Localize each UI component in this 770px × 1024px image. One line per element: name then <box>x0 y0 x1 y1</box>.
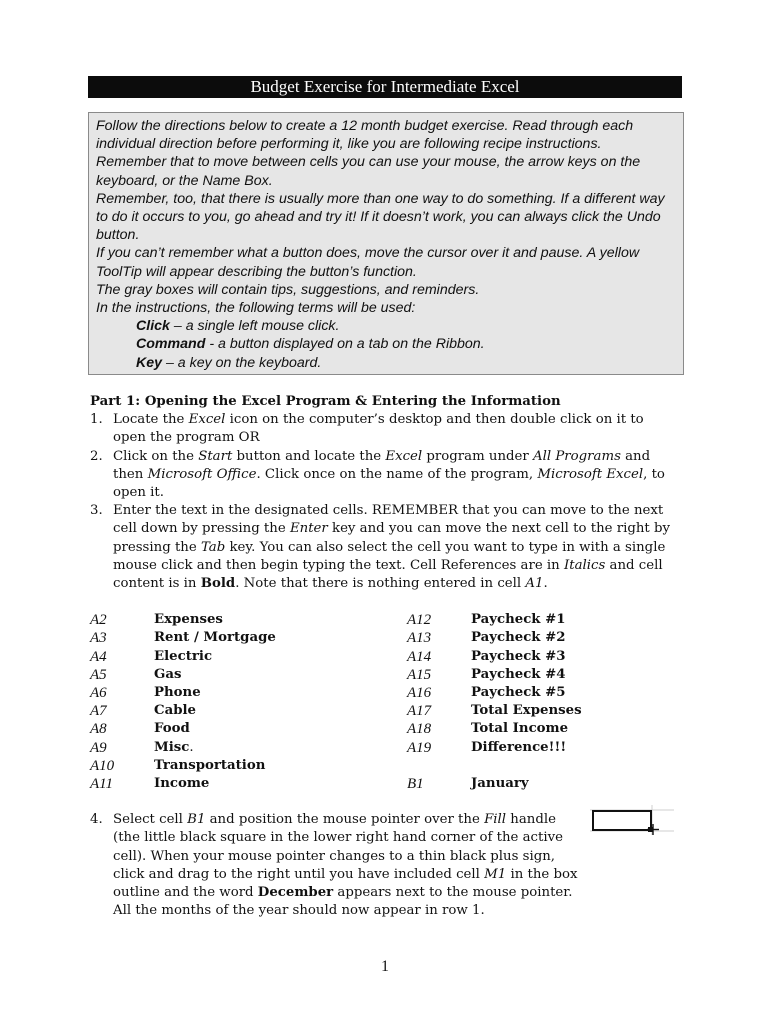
step-text: . Click once on the name of the program, <box>256 466 538 482</box>
cell-content: Food <box>154 721 190 737</box>
step-italic: A1 <box>525 576 544 592</box>
document-title: Budget Exercise for Intermediate Excel <box>88 76 682 98</box>
step-text: . <box>543 576 548 592</box>
term-name: Command <box>136 336 206 353</box>
cell-content: Total Income <box>471 721 569 737</box>
step-number: 3. <box>90 503 103 519</box>
step-bold: Bold <box>200 576 236 592</box>
step-italic: Italics <box>563 557 606 573</box>
step-text: and then <box>113 448 651 482</box>
cell-reference: A11 <box>90 776 114 793</box>
cell-content: Difference!!! <box>471 739 567 755</box>
step-text: in the box outline and the word <box>113 866 578 901</box>
cell-content <box>154 739 194 757</box>
cell-content: Total Expenses <box>471 703 582 719</box>
term-definition <box>96 335 678 353</box>
cell-reference: A4 <box>90 648 107 665</box>
cell-entry-row <box>90 739 680 757</box>
cell-entry-row <box>90 684 680 702</box>
step-text: Locate the <box>113 412 189 428</box>
cell-content: Electric <box>154 648 213 664</box>
step-italic: Microsoft Office <box>147 466 257 482</box>
fill-handle-cell-icon <box>590 805 674 835</box>
step-item <box>90 811 680 920</box>
cell-content-text: Misc <box>154 739 190 755</box>
term-text: – a key on the keyboard. <box>162 354 322 371</box>
cell-content: Cable <box>154 703 197 719</box>
step-italic: B1 <box>187 812 206 828</box>
cell-content: January <box>471 776 529 792</box>
cell-content: Transportation <box>154 757 266 773</box>
term-definition <box>96 354 678 372</box>
step-text: Select cell <box>113 812 188 828</box>
step-text: handle (the little black square in the lower right hand corner of the active cell). When your mouse pointer changes to a thin black plus sign, click and drag to the right until you have included cell <box>113 812 563 882</box>
cell-entry-row <box>90 666 680 684</box>
step-text: program under <box>422 448 534 464</box>
step-item <box>90 448 680 503</box>
step-text: Click on the <box>113 448 199 464</box>
cell-reference: A7 <box>90 703 107 720</box>
cell-content-suffix: . <box>189 739 194 755</box>
step-text: and position the mouse pointer over the <box>205 812 485 828</box>
cell-reference: A2 <box>90 612 107 629</box>
cell-entry-row <box>90 648 680 666</box>
cell-reference: A8 <box>90 721 107 738</box>
step-text: , to open it. <box>113 466 665 501</box>
page-number: 1 <box>381 958 389 975</box>
cell-reference: A6 <box>90 685 107 702</box>
cell-content: Paycheck #5 <box>471 685 566 701</box>
cell-reference: A3 <box>90 630 107 647</box>
tips-paragraph: In the instructions, the following terms will be used: <box>96 300 416 317</box>
cell-reference: A19 <box>407 739 432 756</box>
cell-reference: A17 <box>407 703 432 720</box>
step-text: button and locate the <box>232 448 386 464</box>
cell-content: Phone <box>154 685 201 701</box>
cell-entry-row <box>90 720 680 738</box>
step-number: 4. <box>90 812 103 828</box>
term-definition <box>96 317 678 335</box>
cell-reference: A14 <box>407 648 432 665</box>
step-number: 2. <box>90 448 103 464</box>
step-italic: Fill <box>484 812 507 828</box>
cell-reference: A10 <box>90 757 115 774</box>
cell-entry-list <box>90 611 680 793</box>
section-heading: Part 1: Opening the Excel Program & Entering the Information <box>90 394 561 409</box>
cell-content: Rent / Mortgage <box>154 630 276 646</box>
term-name: Key <box>136 354 163 371</box>
step-bold: December <box>257 885 334 901</box>
cell-reference: A16 <box>407 685 432 702</box>
step-text: and cell content is in <box>113 557 663 592</box>
step-italic: Enter <box>289 521 328 537</box>
cell-content: Paycheck #3 <box>471 648 566 664</box>
step-text: appears next to the mouse pointer. All the months of the year should now appear in row 1. <box>113 885 573 919</box>
cell-content: Gas <box>154 666 182 682</box>
step-italic: Start <box>198 448 233 464</box>
cell-reference: A18 <box>407 721 432 738</box>
cell-content: Income <box>154 776 210 792</box>
steps-list <box>90 411 680 593</box>
step-text: key. You can also select the cell you want to type in with a single mouse click and then begin typing the text. Cell References are in <box>113 539 666 573</box>
cell-content: Paycheck #4 <box>471 666 566 682</box>
step-item <box>90 411 680 447</box>
step-number: 1. <box>90 412 103 428</box>
cell-entry-row <box>90 775 680 793</box>
cell-reference: A12 <box>407 612 432 629</box>
step-italic: M1 <box>484 866 507 882</box>
step-text: Enter the text in the designated cells. REMEMBER that you can move to the next cell down by pressing the <box>113 503 664 537</box>
cell-entry-row <box>90 702 680 720</box>
step-item <box>90 502 680 593</box>
step-text: . Note that there is nothing entered in cell <box>235 576 526 592</box>
instructions <box>90 393 680 920</box>
step-italic: Microsoft Excel <box>537 466 644 482</box>
step-text: icon on the computer’s desktop and then double click on it to open the program OR <box>113 412 644 446</box>
cell-entry-row <box>90 757 680 775</box>
step-text: key and you can move the next cell to the right by pressing the <box>113 521 671 555</box>
tips-box <box>88 112 684 375</box>
step-italic: Excel <box>188 412 226 428</box>
tips-paragraph: If you can’t remember what a button does, move the cursor over it and pause. A yellow ToolTip will appear describing the button’s function. <box>96 245 640 280</box>
tips-paragraph: Remember, too, that there is usually more than one way to do something. If a different way to do it occurs to you, go ahead and try it! If it doesn’t work, you can always click the Undo button. <box>96 190 665 244</box>
cell-reference: A15 <box>407 666 432 683</box>
cell-reference: A13 <box>407 630 432 647</box>
tips-paragraph: Follow the directions below to create a 12 month budget exercise. Read through each individual direction before performing it, like you are following recipe instructions. <box>96 118 634 153</box>
term-name: Click <box>136 318 170 335</box>
cell-entry-row <box>90 611 680 629</box>
tips-paragraph: The gray boxes will contain tips, suggestions, and reminders. <box>96 281 480 298</box>
step-italic: Tab <box>200 539 226 555</box>
step-italic: Excel <box>385 448 423 464</box>
tips-paragraph: Remember that to move between cells you can use your mouse, the arrow keys on the keyboard, or the Name Box. <box>96 154 641 189</box>
cell-content: Paycheck #1 <box>471 612 566 628</box>
cell-content: Paycheck #2 <box>471 630 566 646</box>
term-text: – a single left mouse click. <box>169 318 340 335</box>
cell-reference: B1 <box>407 776 424 793</box>
cell-reference: A9 <box>90 739 107 756</box>
cell-content: Expenses <box>154 612 223 628</box>
step-italic: All Programs <box>533 448 621 464</box>
cell-reference: A5 <box>90 666 107 683</box>
cell-entry-row <box>90 629 680 647</box>
term-text: - a button displayed on a tab on the Ribbon. <box>205 336 485 353</box>
